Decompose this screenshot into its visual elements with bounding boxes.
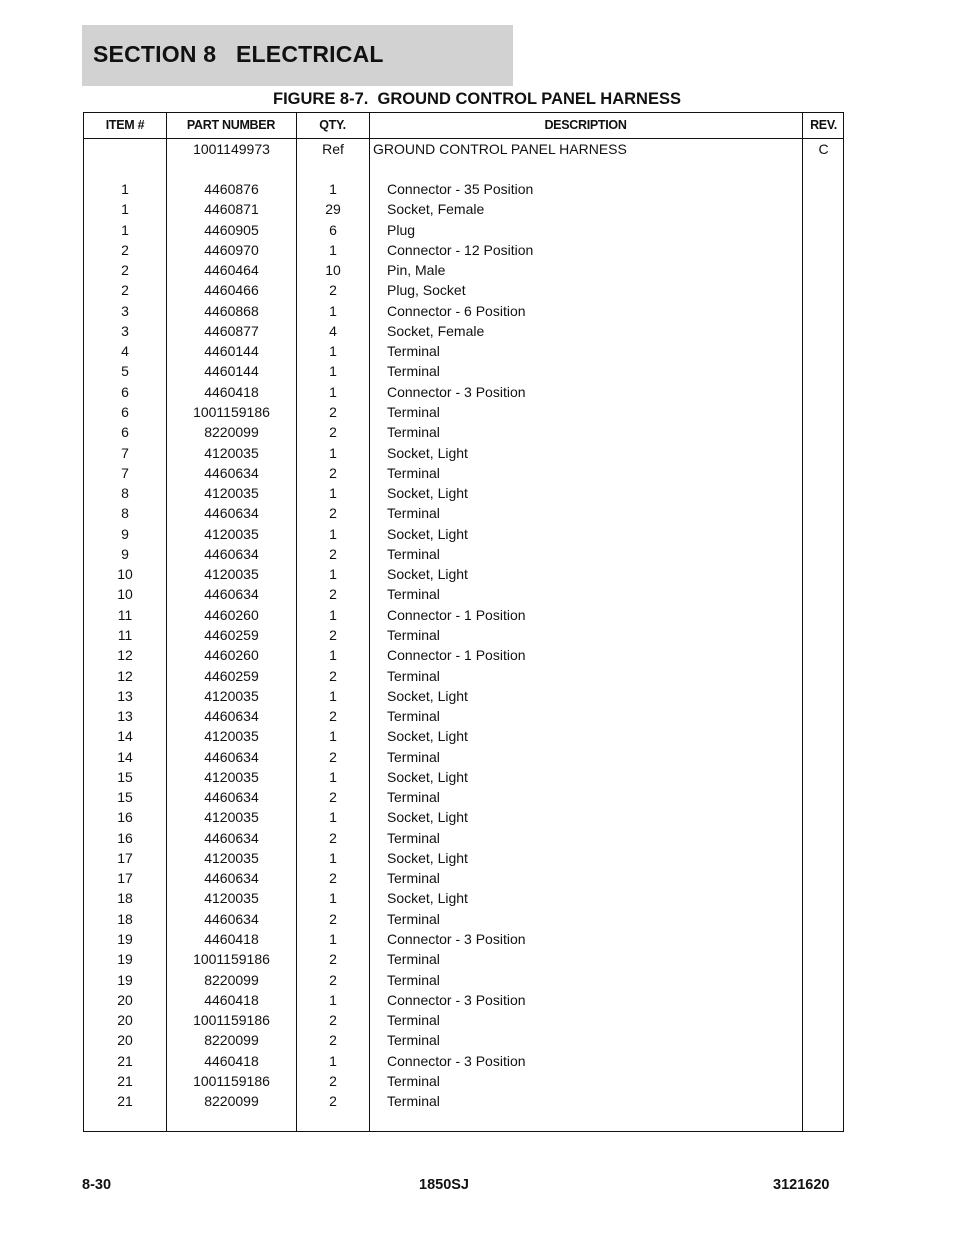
qty-cell: 1 <box>329 444 337 461</box>
qty-cell: 1 <box>329 931 337 947</box>
part-number-cell: 1001159186 <box>193 404 270 420</box>
item-cell: 11 <box>117 626 133 643</box>
qty-cell: 1 <box>329 241 337 258</box>
item-cell: 19 <box>117 931 133 947</box>
description-cell: Socket, Light <box>387 809 468 826</box>
item-cell: 14 <box>117 748 133 765</box>
item-cell: 10 <box>117 586 133 603</box>
qty-cell: 1 <box>329 647 337 664</box>
part-number-cell: 4460905 <box>204 221 259 238</box>
item-cell: 2 <box>121 282 129 299</box>
description-cell: Terminal <box>387 748 440 765</box>
part-number-cell: 4120035 <box>204 525 259 542</box>
part-number-cell: 4460260 <box>204 647 259 664</box>
table-row <box>84 890 843 910</box>
description-cell: Socket, Light <box>387 566 468 583</box>
item-cell: 13 <box>117 687 133 704</box>
qty-cell: 2 <box>329 1012 337 1029</box>
section-title: SECTION 8 ELECTRICAL <box>93 41 384 67</box>
item-cell: 16 <box>117 829 133 846</box>
description-cell: Terminal <box>387 626 440 643</box>
item-cell: 21 <box>117 1052 133 1069</box>
part-number-cell: 4460634 <box>204 789 259 806</box>
table-row <box>84 465 843 485</box>
description-cell: Plug <box>387 221 416 238</box>
figure-title: FIGURE 8-7. GROUND CONTROL PANEL HARNESS <box>273 90 681 108</box>
table-row <box>84 749 843 769</box>
qty-cell: 1 <box>329 181 337 197</box>
part-number-cell: 4460634 <box>204 505 259 522</box>
part-number-cell: 4120035 <box>204 566 259 583</box>
qty-cell: 2 <box>329 708 337 724</box>
qty-cell: 2 <box>329 951 337 968</box>
table-row <box>84 363 843 383</box>
part-number-cell: 8220099 <box>204 1093 259 1110</box>
section-header-bar <box>82 25 513 86</box>
qty-cell: 29 <box>325 201 341 218</box>
part-number-cell: 1001159186 <box>193 1072 270 1089</box>
description-cell: Connector - 3 Position <box>387 991 526 1008</box>
description-cell: Terminal <box>387 870 440 887</box>
description-cell: Terminal <box>387 789 440 806</box>
part-number-cell: 4460418 <box>204 1052 259 1069</box>
table-row <box>84 728 843 748</box>
qty-cell: 1 <box>329 809 337 826</box>
item-cell: 12 <box>117 647 133 664</box>
table-row <box>84 830 843 850</box>
table-row <box>84 546 843 566</box>
part-number-cell: 4460634 <box>204 464 259 481</box>
qty-cell: 2 <box>329 1093 337 1110</box>
description-cell: Connector - 35 Position <box>387 181 534 197</box>
table-row <box>84 911 843 931</box>
table-row <box>84 262 843 282</box>
table-row <box>84 343 843 363</box>
table-row <box>84 404 843 424</box>
qty-cell: 10 <box>325 262 341 279</box>
parts-table <box>83 112 844 1132</box>
item-cell: 1 <box>121 181 129 197</box>
part-number-cell: 4460418 <box>204 991 259 1008</box>
qty-cell: 1 <box>329 302 337 319</box>
part-number-cell: 4460876 <box>204 181 259 197</box>
description-cell: Connector - 1 Position <box>387 606 526 623</box>
table-row <box>84 769 843 789</box>
description-cell: GROUND CONTROL PANEL HARNESS <box>373 141 627 157</box>
description-cell: Socket, Light <box>387 525 468 542</box>
table-row <box>84 1032 843 1052</box>
part-number-cell: 4460634 <box>204 586 259 603</box>
qty-cell: 1 <box>329 363 337 380</box>
footer-page-number: 8-30 <box>82 1177 112 1193</box>
qty-cell: 2 <box>329 505 337 522</box>
item-cell: 2 <box>121 241 129 258</box>
table-row <box>84 445 843 465</box>
rev-cell: C <box>818 141 829 157</box>
table-row <box>84 384 843 404</box>
description-cell: Terminal <box>387 951 440 968</box>
table-row <box>84 222 843 242</box>
header-divider <box>84 138 843 139</box>
qty-cell: 2 <box>329 586 337 603</box>
item-cell: 1 <box>121 201 129 218</box>
description-cell: Connector - 3 Position <box>387 931 526 947</box>
description-cell: Terminal <box>387 424 440 441</box>
table-row <box>84 972 843 992</box>
description-cell: Connector - 3 Position <box>387 383 526 400</box>
item-cell: 20 <box>117 1032 133 1049</box>
qty-cell: 2 <box>329 829 337 846</box>
description-cell: Terminal <box>387 545 440 562</box>
qty-cell: 2 <box>329 424 337 441</box>
part-number-cell: 4460466 <box>204 282 259 299</box>
item-cell: 7 <box>121 464 129 481</box>
item-cell: 21 <box>117 1093 133 1110</box>
description-cell: Terminal <box>387 586 440 603</box>
table-row <box>84 1093 843 1113</box>
part-number-cell: 4460634 <box>204 870 259 887</box>
part-number-cell: 4120035 <box>204 728 259 745</box>
item-cell: 15 <box>117 768 133 785</box>
item-cell: 6 <box>121 404 129 420</box>
description-cell: Terminal <box>387 667 440 684</box>
table-row <box>84 303 843 323</box>
item-cell: 3 <box>121 322 129 339</box>
item-cell: 15 <box>117 789 133 806</box>
part-number-cell: 4120035 <box>204 768 259 785</box>
part-number-cell: 8220099 <box>204 971 259 988</box>
description-cell: Terminal <box>387 708 440 724</box>
table-row <box>84 607 843 627</box>
qty-cell: 1 <box>329 525 337 542</box>
table-row <box>84 809 843 829</box>
part-number-cell: 4120035 <box>204 687 259 704</box>
part-number-cell: 4460871 <box>204 201 259 218</box>
item-cell: 20 <box>117 991 133 1008</box>
description-cell: Socket, Light <box>387 485 468 502</box>
qty-cell: 4 <box>329 322 337 339</box>
table-row <box>84 951 843 971</box>
part-number-cell: 4460259 <box>204 626 259 643</box>
description-cell: Terminal <box>387 910 440 927</box>
header-item: ITEM # <box>105 118 145 132</box>
description-cell: Terminal <box>387 829 440 846</box>
part-number-cell: 4460144 <box>204 343 259 360</box>
table-row <box>84 1053 843 1073</box>
qty-cell: 2 <box>329 870 337 887</box>
item-cell: 7 <box>121 444 129 461</box>
part-number-cell: 4460144 <box>204 363 259 380</box>
table-row <box>84 850 843 870</box>
item-cell: 6 <box>121 424 129 441</box>
header-qty: QTY. <box>319 118 346 132</box>
description-cell: Connector - 12 Position <box>387 241 534 258</box>
qty-cell: 1 <box>329 1052 337 1069</box>
item-cell: 17 <box>117 870 133 887</box>
qty-cell: 2 <box>329 626 337 643</box>
description-cell: Socket, Light <box>387 728 468 745</box>
table-row <box>84 323 843 343</box>
description-cell: Socket, Light <box>387 768 468 785</box>
item-cell: 14 <box>117 728 133 745</box>
description-cell: Terminal <box>387 1072 440 1089</box>
qty-cell: 1 <box>329 687 337 704</box>
qty-cell: Ref <box>322 141 344 157</box>
part-number-cell: 4460634 <box>204 910 259 927</box>
item-cell: 1 <box>121 221 129 238</box>
description-cell: Plug, Socket <box>387 282 466 299</box>
description-cell: Terminal <box>387 1012 440 1029</box>
part-number-cell: 4460464 <box>204 262 259 279</box>
qty-cell: 1 <box>329 728 337 745</box>
description-cell: Connector - 3 Position <box>387 1052 526 1069</box>
description-cell: Socket, Light <box>387 687 468 704</box>
qty-cell: 1 <box>329 606 337 623</box>
description-cell: Terminal <box>387 1093 440 1110</box>
part-number-cell: 4460259 <box>204 667 259 684</box>
table-row <box>84 668 843 688</box>
table-row <box>84 505 843 525</box>
table-row-main <box>84 141 843 161</box>
footer-model: 1850SJ <box>419 1177 469 1193</box>
qty-cell: 1 <box>329 343 337 360</box>
table-row <box>84 242 843 262</box>
header-description: DESCRIPTION <box>544 118 627 132</box>
qty-cell: 2 <box>329 282 337 299</box>
table-row <box>84 688 843 708</box>
qty-cell: 1 <box>329 849 337 866</box>
header-rev: REV. <box>810 118 837 132</box>
item-cell: 21 <box>117 1072 133 1089</box>
part-number-cell: 4120035 <box>204 444 259 461</box>
item-cell: 19 <box>117 951 133 968</box>
part-number-cell: 1001159186 <box>193 951 270 968</box>
item-cell: 9 <box>121 545 129 562</box>
qty-cell: 2 <box>329 667 337 684</box>
part-number-cell: 1001159186 <box>193 1012 270 1029</box>
description-cell: Socket, Female <box>387 322 485 339</box>
qty-cell: 2 <box>329 971 337 988</box>
item-cell: 2 <box>121 262 129 279</box>
item-cell: 8 <box>121 505 129 522</box>
table-row <box>84 586 843 606</box>
qty-cell: 2 <box>329 910 337 927</box>
qty-cell: 1 <box>329 768 337 785</box>
part-number-cell: 4460418 <box>204 383 259 400</box>
item-cell: 10 <box>117 566 133 583</box>
table-row <box>84 1073 843 1093</box>
item-cell: 16 <box>117 809 133 826</box>
description-cell: Terminal <box>387 464 440 481</box>
item-cell: 6 <box>121 383 129 400</box>
item-cell: 17 <box>117 849 133 866</box>
header-part-number: PART NUMBER <box>186 118 276 132</box>
table-row <box>84 708 843 728</box>
item-cell: 19 <box>117 971 133 988</box>
item-cell: 13 <box>117 708 133 724</box>
qty-cell: 2 <box>329 748 337 765</box>
qty-cell: 1 <box>329 991 337 1008</box>
qty-cell: 2 <box>329 1032 337 1049</box>
table-row <box>84 992 843 1012</box>
description-cell: Terminal <box>387 343 440 360</box>
qty-cell: 2 <box>329 404 337 420</box>
part-number-cell: 4460877 <box>204 322 259 339</box>
part-number-cell: 1001149973 <box>193 141 270 157</box>
part-number-cell: 4120035 <box>204 890 259 907</box>
item-cell: 20 <box>117 1012 133 1029</box>
description-cell: Socket, Light <box>387 890 468 907</box>
table-row <box>84 789 843 809</box>
item-cell: 18 <box>117 910 133 927</box>
description-cell: Terminal <box>387 363 440 380</box>
item-cell: 18 <box>117 890 133 907</box>
qty-cell: 1 <box>329 485 337 502</box>
part-number-cell: 4460634 <box>204 829 259 846</box>
part-number-cell: 4120035 <box>204 849 259 866</box>
description-cell: Terminal <box>387 1032 440 1049</box>
table-row <box>84 282 843 302</box>
description-cell: Pin, Male <box>387 262 446 279</box>
description-cell: Terminal <box>387 404 440 420</box>
part-number-cell: 4460634 <box>204 708 259 724</box>
table-row <box>84 201 843 221</box>
part-number-cell: 4460634 <box>204 748 259 765</box>
item-cell: 4 <box>121 343 129 360</box>
qty-cell: 1 <box>329 383 337 400</box>
item-cell: 9 <box>121 525 129 542</box>
table-row <box>84 870 843 890</box>
footer-doc-number: 3121620 <box>773 1177 830 1193</box>
qty-cell: 1 <box>329 566 337 583</box>
part-number-cell: 4460634 <box>204 545 259 562</box>
item-cell: 12 <box>117 667 133 684</box>
part-number-cell: 4460970 <box>204 241 259 258</box>
table-row <box>84 627 843 647</box>
table-row <box>84 485 843 505</box>
table-row <box>84 566 843 586</box>
item-cell: 11 <box>117 606 133 623</box>
table-row <box>84 424 843 444</box>
item-cell: 5 <box>121 363 129 380</box>
qty-cell: 6 <box>329 221 337 238</box>
description-cell: Terminal <box>387 971 440 988</box>
description-cell: Connector - 1 Position <box>387 647 526 664</box>
table-row <box>84 1012 843 1032</box>
item-cell: 3 <box>121 302 129 319</box>
part-number-cell: 4120035 <box>204 809 259 826</box>
part-number-cell: 4460260 <box>204 606 259 623</box>
part-number-cell: 4460418 <box>204 931 259 947</box>
item-cell: 8 <box>121 485 129 502</box>
description-cell: Socket, Female <box>387 201 485 218</box>
table-row <box>84 181 843 201</box>
part-number-cell: 8220099 <box>204 424 259 441</box>
table-row <box>84 931 843 951</box>
table-row <box>84 526 843 546</box>
part-number-cell: 4120035 <box>204 485 259 502</box>
description-cell: Socket, Light <box>387 849 468 866</box>
part-number-cell: 8220099 <box>204 1032 259 1049</box>
table-row <box>84 647 843 667</box>
description-cell: Connector - 6 Position <box>387 302 526 319</box>
qty-cell: 2 <box>329 545 337 562</box>
qty-cell: 2 <box>329 464 337 481</box>
qty-cell: 2 <box>329 789 337 806</box>
description-cell: Terminal <box>387 505 440 522</box>
part-number-cell: 4460868 <box>204 302 259 319</box>
description-cell: Socket, Light <box>387 444 468 461</box>
qty-cell: 2 <box>329 1072 337 1089</box>
qty-cell: 1 <box>329 890 337 907</box>
